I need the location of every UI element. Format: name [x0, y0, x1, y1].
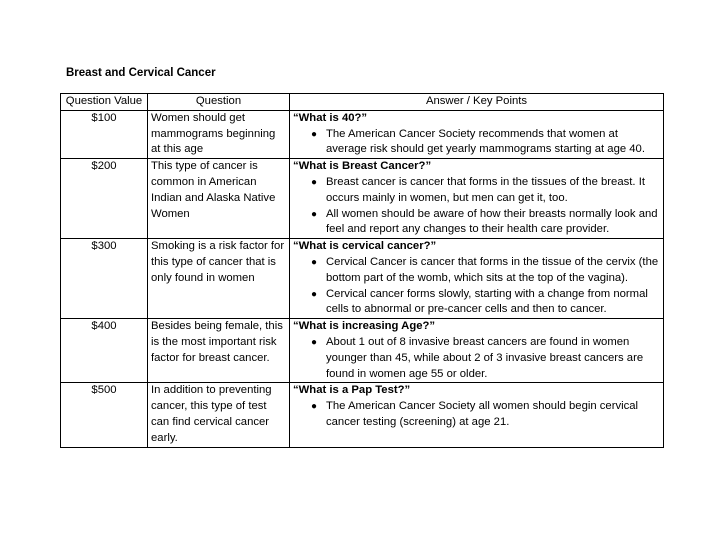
question-value: $500	[61, 383, 148, 447]
key-point-text: The American Cancer Society recommends that women at average risk should get yearly mammograms starting at age 40.	[326, 127, 645, 156]
bullet-icon: ●	[311, 128, 318, 140]
question-value: $100	[61, 110, 148, 158]
bullet-icon: ●	[311, 336, 318, 348]
key-point-text: The American Cancer Society all women should begin cervical cancer testing (screening) at age 21.	[326, 400, 639, 428]
question-text: Besides being female, this is the most important risk factor for breast cancer.	[148, 319, 290, 383]
table-row	[61, 319, 664, 383]
answer-title: “What is cervical cancer?”	[293, 240, 437, 253]
question-text: In addition to preventing cancer, this type of test can find cervical cancer early.	[148, 383, 290, 447]
key-points-list	[293, 127, 660, 159]
key-point-text: Breast cancer is cancer that forms in the tissues of the breast. It occurs mainly in women, but men can get it, too.	[326, 175, 645, 204]
key-points-list	[293, 399, 660, 431]
bullet-icon: ●	[311, 401, 318, 413]
question-text: Smoking is a risk factor for this type of cancer that is only found in women	[148, 239, 290, 319]
answer-title: “What is increasing Age?”	[293, 320, 436, 333]
answer-cell	[290, 110, 664, 158]
table-row	[61, 110, 664, 158]
answer-title: “What is a Pap Test?”	[293, 384, 411, 397]
key-point	[293, 287, 660, 319]
table-row	[61, 159, 664, 239]
key-point	[293, 335, 660, 382]
table-row	[61, 383, 664, 447]
answer-cell	[290, 383, 664, 447]
answer-cell	[290, 319, 664, 383]
bullet-icon: ●	[311, 208, 318, 220]
bullet-icon: ●	[311, 256, 318, 268]
question-value: $300	[61, 239, 148, 319]
key-point	[293, 207, 660, 239]
key-points-list	[293, 255, 660, 318]
answer-cell	[290, 159, 664, 239]
table-header-row	[61, 94, 664, 111]
jeopardy-table	[60, 93, 664, 448]
key-point	[293, 255, 660, 287]
question-value: $200	[61, 159, 148, 239]
key-point-text: Cervical Cancer is cancer that forms in the tissue of the cervix (the bottom part of the womb, which sits at the top of the vagina).	[326, 255, 659, 284]
header-question-value: Question Value	[61, 94, 148, 111]
header-question: Question	[148, 94, 290, 111]
key-point-text: Cervical cancer forms slowly, starting with a change from normal cells to abnormal or pre-cancer cells and then to cancer.	[326, 287, 648, 316]
question-value: $400	[61, 319, 148, 383]
key-point-text: All women should be aware of how their breasts normally look and feel and report any changes to their health care provider.	[326, 207, 658, 236]
answer-cell	[290, 239, 664, 319]
bullet-icon: ●	[311, 176, 318, 188]
key-point	[293, 399, 660, 431]
bullet-icon: ●	[311, 288, 318, 300]
question-text: Women should get mammograms beginning at this age	[148, 110, 290, 158]
answer-title: “What is Breast Cancer?”	[293, 160, 432, 173]
document-title: Breast and Cervical Cancer	[66, 67, 216, 79]
header-answer-key-points: Answer / Key Points	[290, 94, 664, 111]
key-points-list	[293, 175, 660, 238]
table-row	[61, 239, 664, 319]
question-text: This type of cancer is common in American Indian and Alaska Native Women	[148, 159, 290, 239]
key-point	[293, 127, 660, 159]
answer-title: “What is 40?”	[293, 111, 368, 124]
key-point	[293, 175, 660, 207]
key-point-text: About 1 out of 8 invasive breast cancers are found in women younger than 45, while about 2 of 3 invasive breast cancers are found in women age 55 or older.	[326, 335, 644, 380]
key-points-list	[293, 335, 660, 382]
